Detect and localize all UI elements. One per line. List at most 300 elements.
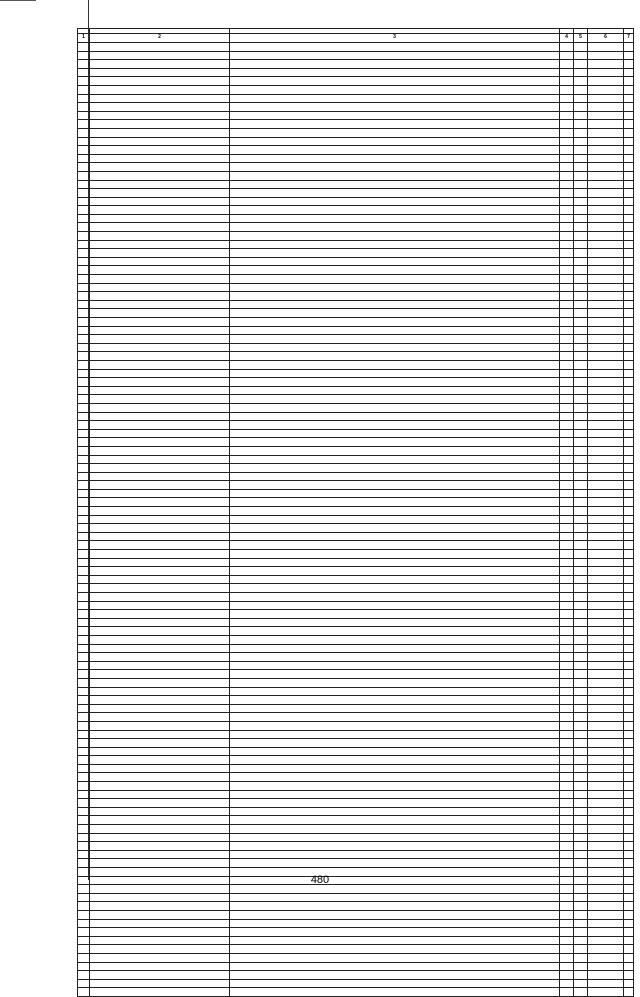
table-cell (624, 507, 634, 516)
table-cell (230, 747, 560, 756)
table-cell (624, 412, 634, 421)
table-cell (574, 584, 588, 593)
table-row (78, 223, 634, 232)
table-cell (230, 266, 560, 275)
table-cell (90, 94, 230, 103)
table-cell (624, 584, 634, 593)
table-cell (574, 335, 588, 344)
table-cell (560, 919, 574, 928)
table-cell (624, 764, 634, 773)
table-cell (230, 575, 560, 584)
table-cell (560, 292, 574, 301)
table-row (78, 464, 634, 473)
table-cell (90, 687, 230, 696)
table-cell (90, 721, 230, 730)
table-cell (560, 360, 574, 369)
table-cell (624, 197, 634, 206)
table-cell (78, 971, 90, 980)
table-cell (230, 721, 560, 730)
table-row (78, 266, 634, 275)
table-cell (624, 318, 634, 327)
table-cell (588, 764, 624, 773)
table-row (78, 326, 634, 335)
table-cell (90, 971, 230, 980)
table-cell (574, 369, 588, 378)
table-row (78, 283, 634, 292)
table-cell (624, 249, 634, 258)
table-cell (78, 515, 90, 524)
table-cell (574, 464, 588, 473)
table-cell (78, 842, 90, 851)
table-row (78, 77, 634, 86)
table-cell (588, 816, 624, 825)
table-cell (560, 567, 574, 576)
table-cell (574, 120, 588, 129)
table-row (78, 360, 634, 369)
table-cell (560, 343, 574, 352)
table-cell (90, 68, 230, 77)
column-header: 1 (78, 34, 90, 43)
table-cell (90, 953, 230, 962)
table-cell (78, 257, 90, 266)
table-cell (78, 790, 90, 799)
table-cell (90, 558, 230, 567)
table-cell (230, 945, 560, 954)
table-cell (78, 816, 90, 825)
table-cell (230, 550, 560, 559)
table-cell (624, 532, 634, 541)
table-cell (560, 593, 574, 602)
table-cell (560, 378, 574, 387)
table-row (78, 558, 634, 567)
table-cell (574, 713, 588, 722)
table-cell (90, 764, 230, 773)
table-cell (78, 498, 90, 507)
table-row (78, 403, 634, 412)
table-cell (624, 111, 634, 120)
table-cell (90, 103, 230, 112)
table-row (78, 627, 634, 636)
table-cell (560, 661, 574, 670)
table-cell (78, 627, 90, 636)
table-cell (90, 137, 230, 146)
table-cell (574, 902, 588, 911)
table-row (78, 979, 634, 988)
table-cell (588, 489, 624, 498)
table-cell (230, 189, 560, 198)
table-cell (624, 945, 634, 954)
table-cell (574, 610, 588, 619)
table-cell (90, 77, 230, 86)
table-cell (574, 77, 588, 86)
table-cell (230, 541, 560, 550)
table-cell (90, 799, 230, 808)
table-cell (588, 687, 624, 696)
table-cell (90, 378, 230, 387)
table-cell (624, 146, 634, 155)
table-cell (78, 782, 90, 791)
table-cell (230, 799, 560, 808)
table-cell (588, 249, 624, 258)
table-cell (574, 343, 588, 352)
table-cell (230, 403, 560, 412)
table-cell (624, 481, 634, 490)
table-cell (560, 249, 574, 258)
table-cell (230, 257, 560, 266)
table-cell (624, 51, 634, 60)
table-cell (230, 601, 560, 610)
table-cell (560, 550, 574, 559)
table-cell (624, 575, 634, 584)
table-row (78, 180, 634, 189)
table-cell (560, 472, 574, 481)
table-cell (90, 472, 230, 481)
table-row (78, 850, 634, 859)
table-cell (560, 807, 574, 816)
table-cell (560, 635, 574, 644)
table-cell (624, 378, 634, 387)
table-cell (230, 240, 560, 249)
table-cell (560, 146, 574, 155)
table-cell (574, 498, 588, 507)
table-cell (90, 988, 230, 997)
table-cell (574, 68, 588, 77)
table-cell (78, 730, 90, 739)
table-cell (78, 489, 90, 498)
table-cell (588, 799, 624, 808)
table-cell (588, 627, 624, 636)
table-cell (588, 326, 624, 335)
table-cell (574, 790, 588, 799)
table-row (78, 421, 634, 430)
table-cell (624, 429, 634, 438)
table-cell (230, 111, 560, 120)
table-cell (90, 670, 230, 679)
table-cell (624, 77, 634, 86)
table-cell (78, 386, 90, 395)
table-cell (588, 756, 624, 765)
table-cell (574, 670, 588, 679)
table-cell (574, 128, 588, 137)
table-cell (574, 249, 588, 258)
table-cell (90, 111, 230, 120)
table-row (78, 713, 634, 722)
table-cell (78, 644, 90, 653)
table-row (78, 412, 634, 421)
table-cell (78, 77, 90, 86)
table-row (78, 945, 634, 954)
table-cell (588, 275, 624, 284)
column-header: 7 (624, 34, 634, 43)
column-header: 5 (574, 34, 588, 43)
table-row (78, 721, 634, 730)
table-cell (588, 919, 624, 928)
table-cell (230, 558, 560, 567)
table-cell (90, 128, 230, 137)
table-cell (588, 266, 624, 275)
table-cell (90, 266, 230, 275)
table-cell (588, 859, 624, 868)
table-cell (624, 610, 634, 619)
table-cell (560, 704, 574, 713)
table-cell (574, 309, 588, 318)
table-cell (588, 146, 624, 155)
table-cell (588, 601, 624, 610)
table-cell (574, 550, 588, 559)
table-cell (560, 515, 574, 524)
table-cell (588, 369, 624, 378)
table-cell (588, 481, 624, 490)
table-cell (78, 240, 90, 249)
table-cell (588, 378, 624, 387)
table-cell (230, 292, 560, 301)
table-cell (78, 825, 90, 834)
table-cell (230, 687, 560, 696)
table-cell (624, 893, 634, 902)
table-cell (588, 515, 624, 524)
table-row (78, 962, 634, 971)
table-cell (574, 593, 588, 602)
table-cell (624, 558, 634, 567)
table-row (78, 197, 634, 206)
table-cell (90, 653, 230, 662)
table-cell (560, 352, 574, 361)
table-cell (90, 833, 230, 842)
table-cell (588, 644, 624, 653)
table-cell (90, 893, 230, 902)
table-cell (624, 266, 634, 275)
table-cell (230, 395, 560, 404)
table-cell (624, 369, 634, 378)
table-cell (78, 171, 90, 180)
table-cell (90, 386, 230, 395)
table-cell (574, 472, 588, 481)
table-cell (588, 206, 624, 215)
table-row (78, 85, 634, 94)
table-cell (78, 43, 90, 52)
table-cell (624, 678, 634, 687)
table-cell (624, 902, 634, 911)
table-cell (90, 910, 230, 919)
table-cell (624, 498, 634, 507)
table-row (78, 575, 634, 584)
table-cell (574, 214, 588, 223)
table-cell (90, 807, 230, 816)
table-cell (560, 601, 574, 610)
table-row (78, 825, 634, 834)
table-cell (574, 352, 588, 361)
table-cell (90, 180, 230, 189)
table-cell (78, 687, 90, 696)
table-cell (230, 515, 560, 524)
table-cell (78, 962, 90, 971)
table-cell (230, 825, 560, 834)
table-row (78, 988, 634, 997)
table-cell (588, 945, 624, 954)
table-cell (230, 593, 560, 602)
table-cell (78, 893, 90, 902)
table-cell (574, 85, 588, 94)
table-cell (560, 575, 574, 584)
table-cell (90, 601, 230, 610)
table-cell (588, 429, 624, 438)
table-cell (78, 94, 90, 103)
table-cell (588, 68, 624, 77)
table-cell (624, 747, 634, 756)
table-cell (624, 661, 634, 670)
table-cell (90, 825, 230, 834)
table-cell (230, 764, 560, 773)
table-cell (588, 807, 624, 816)
table-cell (624, 455, 634, 464)
table-cell (78, 318, 90, 327)
table-cell (574, 816, 588, 825)
table-cell (230, 446, 560, 455)
table-cell (624, 928, 634, 937)
table-row (78, 240, 634, 249)
table-cell (560, 232, 574, 241)
table-cell (230, 704, 560, 713)
table-cell (90, 240, 230, 249)
table-cell (560, 850, 574, 859)
table-cell (78, 197, 90, 206)
table-cell (560, 971, 574, 980)
table-cell (574, 807, 588, 816)
table-cell (90, 206, 230, 215)
table-cell (78, 472, 90, 481)
table-cell (624, 472, 634, 481)
page-number: 480 (310, 874, 330, 886)
table-cell (560, 421, 574, 430)
table-cell (230, 893, 560, 902)
table-cell (78, 111, 90, 120)
table-cell (588, 60, 624, 69)
table-cell (90, 575, 230, 584)
table-cell (574, 928, 588, 937)
table-cell (90, 507, 230, 516)
table-cell (624, 704, 634, 713)
table-cell (560, 627, 574, 636)
table-cell (230, 472, 560, 481)
table-cell (230, 481, 560, 490)
table-cell (560, 670, 574, 679)
table-cell (588, 111, 624, 120)
table-cell (90, 446, 230, 455)
table-row (78, 687, 634, 696)
table-cell (588, 782, 624, 791)
table-cell (588, 618, 624, 627)
table-cell (588, 180, 624, 189)
table-cell (588, 43, 624, 52)
table-row (78, 171, 634, 180)
table-cell (78, 464, 90, 473)
table-cell (588, 575, 624, 584)
table-row (78, 369, 634, 378)
table-cell (78, 206, 90, 215)
table-cell (90, 850, 230, 859)
table-cell (90, 438, 230, 447)
table-cell (78, 919, 90, 928)
table-cell (574, 189, 588, 198)
table-cell (624, 85, 634, 94)
table-cell (90, 197, 230, 206)
table-cell (560, 412, 574, 421)
table-cell (624, 103, 634, 112)
table-cell (574, 257, 588, 266)
table-cell (560, 206, 574, 215)
table-cell (624, 515, 634, 524)
table-cell (574, 747, 588, 756)
table-cell (560, 395, 574, 404)
table-cell (78, 541, 90, 550)
table-cell (624, 223, 634, 232)
table-cell (230, 627, 560, 636)
table-cell (560, 953, 574, 962)
table-cell (588, 610, 624, 619)
table-cell (78, 481, 90, 490)
table-row (78, 68, 634, 77)
table-cell (560, 558, 574, 567)
table-cell (574, 266, 588, 275)
table-cell (588, 403, 624, 412)
table-row (78, 910, 634, 919)
table-cell (560, 498, 574, 507)
table-row (78, 799, 634, 808)
table-cell (78, 910, 90, 919)
table-row (78, 953, 634, 962)
table-cell (588, 653, 624, 662)
table-cell (588, 455, 624, 464)
table-cell (230, 670, 560, 679)
table-cell (574, 971, 588, 980)
table-cell (624, 799, 634, 808)
table-cell (560, 764, 574, 773)
table-cell (230, 275, 560, 284)
table-cell (78, 120, 90, 129)
table-cell (78, 369, 90, 378)
table-cell (560, 455, 574, 464)
table-cell (574, 481, 588, 490)
table-cell (588, 936, 624, 945)
table-cell (78, 953, 90, 962)
table-row (78, 550, 634, 559)
table-cell (574, 163, 588, 172)
table-cell (230, 318, 560, 327)
table-cell (78, 395, 90, 404)
table-cell (90, 696, 230, 705)
table-row (78, 94, 634, 103)
table-cell (574, 910, 588, 919)
table-cell (624, 352, 634, 361)
table-cell (588, 670, 624, 679)
table-cell (90, 635, 230, 644)
table-cell (560, 524, 574, 533)
table-cell (624, 360, 634, 369)
table-cell (560, 893, 574, 902)
table-row (78, 395, 634, 404)
table-cell (90, 618, 230, 627)
table-cell (230, 283, 560, 292)
table-cell (230, 103, 560, 112)
table-row (78, 352, 634, 361)
table-cell (560, 833, 574, 842)
table-cell (230, 790, 560, 799)
register-table (77, 28, 634, 997)
table-cell (588, 979, 624, 988)
table-cell (78, 223, 90, 232)
table-cell (90, 60, 230, 69)
table-cell (588, 910, 624, 919)
